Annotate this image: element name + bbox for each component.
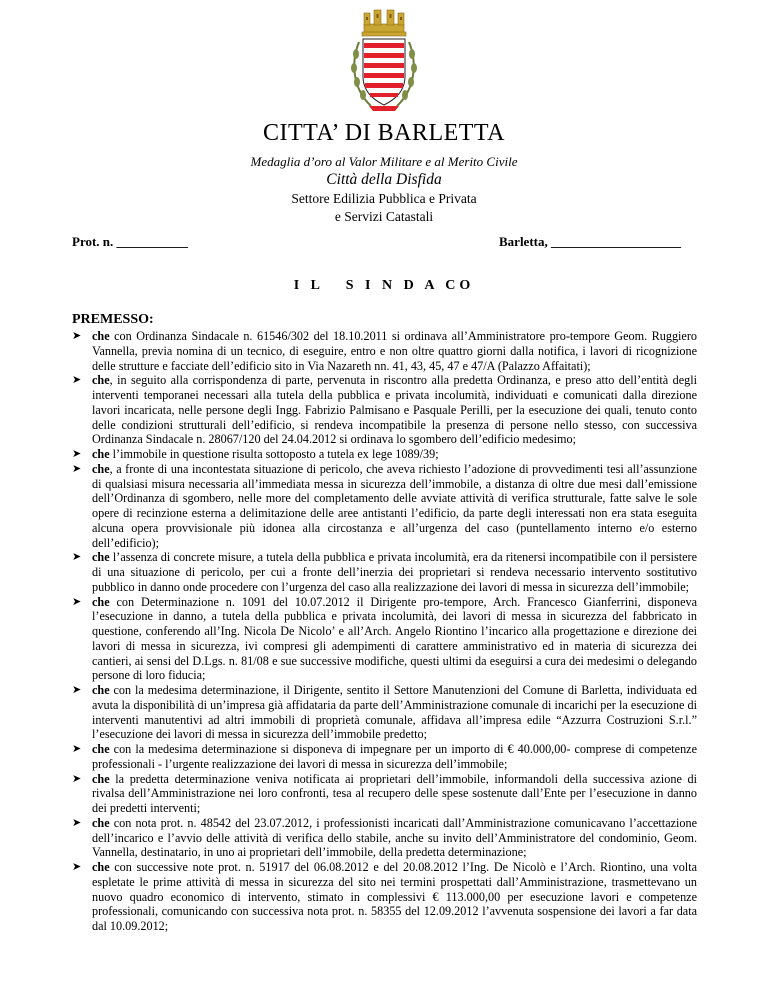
item-text: con Determinazione n. 1091 del 10.07.2012 il Dirigente pro-tempore, Arch. Francesco Gianferrini, disponeva l’esecuzione in danno, a tutela della pubblica e privata incolumità, dei lavori di messa in sicurezza del fabbricato in questione, conferendo all’Ing. Nicola De Nicolo’ e all’Arch. Angelo Riontino l’incarico alla progettazione e direzione dei lavori di messa in sicurezza, ivi compresi gli adempimenti di carattere amministrativo ed in materia di sicurezza dei cantieri, ai sensi del D.Lgs. n. 81/08 e sue successive modifiche, questi ultimi da eseguirsi a cura dei medesimi o delegando persone di loro fiducia; <box>92 594 697 683</box>
keyword: che <box>92 447 110 461</box>
arrow-bullet-icon: ➤ <box>72 772 82 785</box>
list-item <box>72 860 697 934</box>
premesso-heading: PREMESSO: <box>72 312 154 327</box>
keyword: che <box>92 550 110 565</box>
keyword: che <box>92 742 110 756</box>
list-item <box>72 550 697 594</box>
arrow-bullet-icon: ➤ <box>72 684 82 696</box>
keyword: che <box>92 329 110 343</box>
item-text: con nota prot. n. 48542 del 23.07.2012, i professionisti incaricati dall’Amministrazione comunicavano l’accettazione dell’incarico e l’avvio delle attività di verifica dello stabile, anche su invito dell’Amministratore del condominio, Geom. Vannella, destinatario, in uno ai proprietari dell’immobile, della predetta determinazione; <box>92 815 697 860</box>
keyword: che <box>92 771 110 786</box>
arrow-bullet-icon: ➤ <box>72 448 82 460</box>
arrow-bullet-icon: ➤ <box>72 861 82 873</box>
item-text: la predetta determinazione veniva notificata ai proprietari dell’immobile, informandoli della successiva azione di rivalsa dell’Amministrazione nei loro confronti, tesa al recupero delle spese sostenute dall’Ente per l’esecuzione in danno dei predetti interventi; <box>92 771 697 815</box>
arrow-bullet-icon: ➤ <box>72 462 82 475</box>
item-text: , in seguito alla corrispondenza di parte, pervenuta in riscontro alla predetta Ordinanza, e preso atto dell’entità degli interventi temporanei necessari alla tutela della pubblica e privata incolumità, individuati e comunicati dalla direzione lavori incaricata, nelle persone degli Ingg. Fabrizio Palmisano e Pasquale Perilli, per la esecuzione dei quali, tenuto conto delle condizioni strutturali dell’edificio, si rendeva incompatibile la presenza di persone nello stesso, con successiva Ordinanza Sindacale n. 28067/120 del 24.04.2012 si ordinava lo sgombero dell’edificio medesimo; <box>92 373 697 447</box>
keyword: che <box>92 373 110 388</box>
premises-list <box>72 329 697 934</box>
arrow-bullet-icon: ➤ <box>72 330 82 342</box>
keyword: che <box>92 860 110 874</box>
item-text: con la medesima determinazione, il Dirigente, sentito il Settore Manutenzioni del Comune di Barletta, individuata ed avuta la disponibilità di un’impresa già affidataria da parte dell’Amministrazione comunale di incarichi per la esecuzione di interventi manutentivi ad altri immobili di proprietà comunale, affidava all’impresa edile “Azzurra Costruzioni S.r.l.” l’esecuzione dei lavori di messa in sicurezza dell’immobile predetto; <box>92 683 697 742</box>
list-item <box>72 683 697 742</box>
place-date: Barletta, ____________________ <box>499 234 681 249</box>
city-title: CITTA’ DI BARLETTA <box>262 120 505 146</box>
medal-subtitle: Medaglia d’oro al Valor Militare e al Merito Civile <box>250 154 518 169</box>
item-text: l’immobile in questione risulta sottoposto a tutela ex lege 1089/39; <box>109 447 439 461</box>
list-item <box>72 772 697 816</box>
list-item <box>72 329 697 373</box>
department-name: Settore Edilizia Pubblica e Privata <box>291 191 477 206</box>
disfida-subtitle: Città della Disfida <box>326 171 442 188</box>
protocol-number: Prot. n. ___________ <box>72 234 189 249</box>
item-text: , a fronte di una incontestata situazione di pericolo, che aveva richiesto l’adozione di provvedimenti tesi all’assunzione di qualsiasi misura necessaria all’immediata messa in sicurezza dell’immobile, a distanza di oltre due mesi dall’emissione dell’Ordinanza di sgombero, nelle more del completamento delle avviate attività di verifica strutturale, fatte salve le sole opere di recinzione esterna a delimitazione delle aree antistanti l’edificio, da parte degli interessati non era stata eseguita alcuna opera provvisionale più idonea alla circostanza e all’urgenza del caso (puntellamento interno e/o esterno dell’edificio); <box>92 461 697 550</box>
arrow-bullet-icon: ➤ <box>72 743 82 755</box>
list-item <box>72 373 697 447</box>
item-text: con successive note prot. n. 51917 del 06.08.2012 e del 20.08.2012 l’Ing. De Nicolò e l’Arch. Riontino, una volta espletate le prime attività di messa in sicurezza del sito nei termini prospettati dall’Amministrazione, trasmettevano un nuovo quadro economico di intervento, stimato in complessivi € 113.000,00 per esecuzione lavori e competenze professionali, comunicando con successiva nota prot. n. 58355 del 12.09.2012 l’avvenuta sospensione dei lavori a far data dal 10.09.2012; <box>92 860 697 933</box>
keyword: che <box>92 683 110 697</box>
keyword: che <box>92 461 110 476</box>
arrow-bullet-icon: ➤ <box>72 595 82 608</box>
keyword: che <box>92 815 110 830</box>
list-item <box>72 595 697 684</box>
list-item <box>72 816 697 860</box>
department-services: e Servizi Catastali <box>334 209 434 224</box>
list-item <box>72 447 697 462</box>
item-text: con Ordinanza Sindacale n. 61546/302 del 18.10.2011 si ordinava all’Amministratore pro-tempore Geom. Ruggiero Vannella, previa nomina di un tecnico, di eseguire, entro e non oltre quattro giorni dalla notifica, i lavori di ricognizione delle strutture e facciate dell’edificio sito in Via Nazareth nn. 41, 43, 45, 47 e 47/A (Palazzo Affaitati); <box>92 329 697 373</box>
item-text: l’assenza di concrete misure, a tutela della pubblica e privata incolumità, era da ritenersi incompatibile con il persistere di una situazione di pericolo, per cui a fronte dell’inerzia dei proprietari si rendeva necessario intervento sostitutivo pubblico in danno onde procedere con l’urgenza del caso alla realizzazione dei lavori di messa in sicurezza dell’immobile; <box>92 550 697 594</box>
arrow-bullet-icon: ➤ <box>72 374 82 387</box>
list-item <box>72 742 697 772</box>
document-heading: I L S I N D A CO <box>293 278 475 293</box>
arrow-bullet-icon: ➤ <box>72 551 82 564</box>
coat-of-arms-icon <box>349 2 419 114</box>
arrow-bullet-icon: ➤ <box>72 816 82 829</box>
keyword: che <box>92 594 110 609</box>
item-text: con la medesima determinazione si disponeva di impegnare per un importo di € 40.000,00- comprese di competenze professionali - l’urgente realizzazione dei lavori di messa in sicurezza dell’immobile; <box>92 742 697 771</box>
list-item <box>72 462 697 551</box>
